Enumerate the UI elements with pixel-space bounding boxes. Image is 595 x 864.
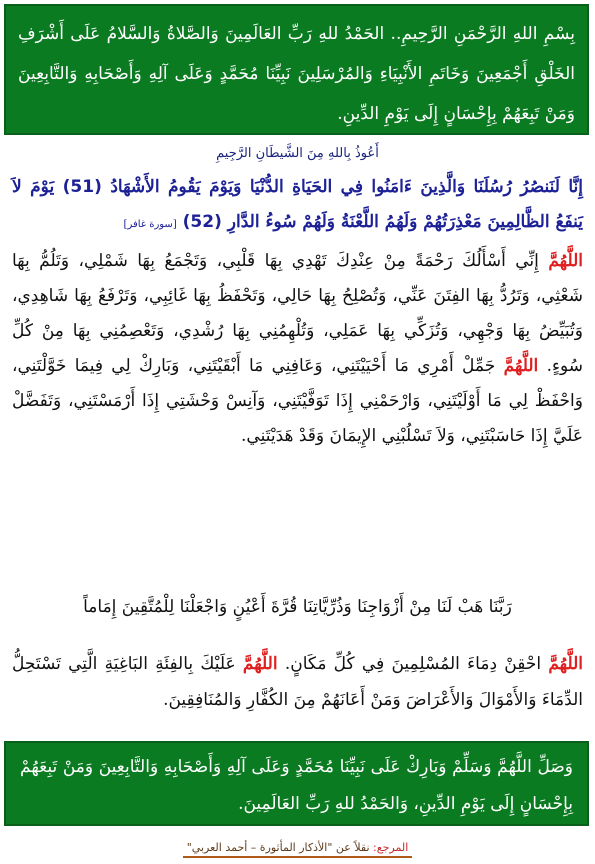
reference-source: نقلاً عن "الأذكار المأثورة – أحمد العربي" <box>186 841 370 854</box>
supplication-second <box>12 646 583 718</box>
opening-text: بِسْمِ اللهِ الرَّحْمَنِ الرَّحِيمِ.. الحَمْدُ للهِ رَبِّ العَالَمِينَ وَالصَّلاةُ وَالسَّلامُ عَلَى أَشْرَفِ الخَلْقِ أَجْمَعِينَ وَخَاتَمِ الأَنْبِيَاءِ وَالمُرْسَلِينَ نَبِيِّنَا مُحَمَّدٍ وَعَلَى آلِهِ وَأَصْحَابِهِ وَالتَّابِعِينَ وَمَنْ تَبِعَهُمْ بِإِحْسَانٍ إِلَى يَوْمِ الدِّينِ. <box>18 24 575 124</box>
supplication-second-text-1: احْقِنْ دِمَاءَ المُسْلِمِينَ فِي كُلِّ مَكَانٍ. <box>284 654 542 674</box>
supplication-text-1: إِنِّي أَسْأَلُكَ رَحْمَةً مِنْ عِنْدِكَ تَهْدِي بِهَا قَلْبِي، وَتَجْمَعُ بِهَا شَمْلِي، وَتَلُمُّ بِهَا شَعْثِي، وَتَرُدُّ بِهَا الفِتَنَ عَنِّي، وَتُصْلِحُ بِهَا حَالِي، وَتَحْفَظُ بِهَا غَائِبِي، وَتَرْفَعُ بِهَا شَاهِدِي، وَتُبَيِّضُ بِهَا وَجْهِي، وَتُزَكِّي بِهَا عَمَلِي، وَتُلْهِمُنِي بِهَا رُشْدِي، وَتَعْصِمُنِي بِهَا مِنْ كُلِّ سُوءٍ. <box>12 251 584 376</box>
verse-part-2: يَوْمَ لاَ يَنفَعُ الظَّالِمِينَ مَعْذِرَتُهُمْ وَلَهُمُ اللَّعْنَةُ وَلَهُمْ سُوءُ الدَّارِ <box>12 177 583 232</box>
verse-number-51: (51) <box>62 177 102 197</box>
supplication-main <box>12 244 583 454</box>
reference-footer <box>0 836 595 858</box>
verse-number-52: (52) <box>182 212 222 232</box>
surah-reference: [سورة غافر] <box>123 219 177 230</box>
allahumma-word: اللَّهُمَّ <box>548 654 583 674</box>
reference-label: المرجع: <box>373 841 409 854</box>
closing-banner <box>4 741 589 826</box>
supplication-text-2: جَمِّلْ أَمْرِي مَا أَحْيَيْتَنِي، وَعَافِنِي مَا أَبْقَيْتَنِي، وَبَارِكْ لِي فِيمَا خَوَّلْتَنِي، وَاحْفَظْ لِي مَا أَوْلَيْتَنِي، وَارْحَمْنِي إِذَا تَوَفَّيْتَنِي، وَآنِسْ وَحْشَتِي إِذَا أَرْمَسْتَنِي، وَتَفَضَّلْ عَلَيَّ إِذَا حَاسَبْتَنِي، وَلاَ تَسْلُبْنِي الإِيمَانَ وَقَدْ هَدَيْتَنِي. <box>12 356 583 446</box>
supplication-second-text-2: عَلَيْكَ بِالفِئَةِ البَاغِيَةِ الَّتِي تَسْتَحِلُّ الدِّمَاءَ وَالأَمْوَالَ وَالأَعْرَاضَ وَمَنْ أَعَانَهُمْ مِنَ الكُفَّارِ وَالمُنَافِقِينَ. <box>12 654 583 710</box>
rabbana-verse: رَبَّنَا هَبْ لَنَا مِنْ أَزْوَاجِنَا وَذُرِّيَّاتِنَا قُرَّةَ أَعْيُنٍ وَاجْعَلْنَا لِلْمُتَّقِينَ إِمَاماً <box>83 597 512 617</box>
allahumma-word: اللَّهُمَّ <box>242 654 278 674</box>
opening-banner <box>4 4 589 135</box>
closing-text: وَصَلِّ اللَّهُمَّ وَسَلِّمْ وَبَارِكْ عَلَى نَبِيِّنَا مُحَمَّدٍ وَعَلَى آلِهِ وَأَصْحَابِهِ وَالتَّابِعِينَ وَمَنْ تَبِعَهُمْ بِإِحْسَانٍ إِلَى يَوْمِ الدِّينِ، وَالحَمْدُ للهِ رَبِّ العَالَمِينَ. <box>20 757 573 814</box>
allahumma-word: اللَّهُمَّ <box>548 251 584 271</box>
quran-verse <box>12 170 583 242</box>
isti3adha-line: أَعُوذُ بِاللهِ مِنَ الشَّيطَانِ الرَّجِيمِ <box>216 146 379 161</box>
verse-part-1: إِنَّا لَنَنصُرُ رُسُلَنَا وَالَّذِينَ ءَامَنُوا فِي الحَيَاةِ الدُّنْيَا وَيَوْمَ يَقُومُ الأَشْهَادُ <box>110 177 583 197</box>
allahumma-word: اللَّهُمَّ <box>503 356 539 376</box>
